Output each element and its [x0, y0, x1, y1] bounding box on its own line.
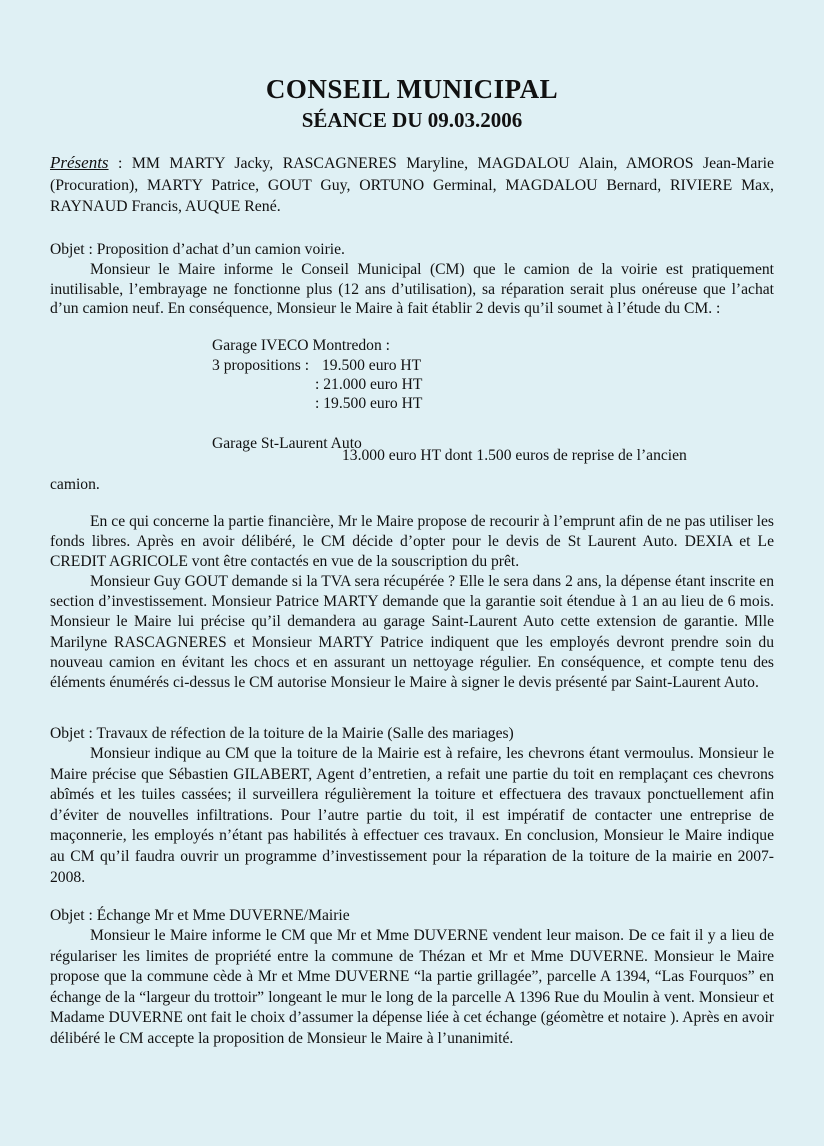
- attendees-separator: :: [108, 155, 132, 172]
- garage-iveco-price: : 21.000 euro HT: [315, 376, 423, 393]
- attendees-paragraph: [50, 152, 774, 218]
- session-date: SÉANCE DU 09.03.2006: [301, 108, 523, 132]
- section-heading-exchange: Objet : Échange Mr et Mme DUVERNE/Mairie: [50, 907, 350, 924]
- garage-iveco-price: 19.500 euro HT: [322, 357, 422, 374]
- roof-text: Monsieur indique au CM que la toiture de la Mairie est à refaire, les chevrons étant vermoulus. Monsieur le Maire précise que Sébastien GILABERT, Agent d’entretien, a refait une partie du toit en remplaçant ces chevrons abîmés et les tuiles cassées; il surveillera régulièrement la toiture et effectuera des travaux ponctuellement afin d’éviter de nouvelles infiltrations. Pour l’autre partie du toit, il est impératif de contacter une entreprise de maçonnerie, les employés n’étant pas habilités à effectuer ces travaux. En conclusion, Monsieur le Maire indique au CM qu’il faudra ouvrir un programme d’investissement pour la réparation de la toiture de la mairie en 2007-2008.: [50, 745, 774, 886]
- attendees-label: Présents: [50, 153, 109, 172]
- section-heading-truck: Objet : Proposition d’achat d’un camion voirie.: [50, 241, 345, 258]
- garage-stlaurent-price: 13.000 euro HT dont 1.500 euros de reprise de l’ancien: [342, 447, 687, 464]
- attendees-list: MM MARTY Jacky, RASCAGNERES Maryline, MAGDALOU Alain, AMOROS Jean-Marie (Procuration), MARTY Patrice, GOUT Guy, ORTUNO Germinal, MAGDALOU Bernard, RIVIERE Max, RAYNAUD Francis, AUQUE René.: [50, 155, 774, 215]
- exchange-text: Monsieur le Maire informe le CM que Mr et Mme DUVERNE vendent leur maison. De ce fait il y a lieu de régulariser les limites de propriété entre la commune de Thézan et Mr et Mme DUVERNE. Monsieur le Maire propose que la commune cède à Mr et Mme DUVERNE “la partie grillagée”, parcelle A 1394, “Las Fourquos” en échange de la “largeur du trottoir” longeant le mur le long de la parcelle A 1396 Rue du Moulin à vent. Monsieur et Madame DUVERNE ont fait le choix d’assumer la dépense liée à cet échange (géomètre et notaire ). Après en avoir délibéré le CM accepte la proposition de Monsieur le Maire à l’unanimité.: [50, 927, 774, 1047]
- truck-finance: En ce qui concerne la partie financière, Mr le Maire propose de recourir à l’emprunt afin de ne pas utiliser les fonds libres. Après en avoir délibéré, le CM décide d’opter pour le devis de St Laurent Auto. DEXIA et Le CREDIT AGRICOLE vont être contactés en vue de la souscription du prêt.: [50, 513, 774, 570]
- document-title: CONSEIL MUNICIPAL: [265, 74, 559, 104]
- truck-intro: Monsieur le Maire informe le Conseil Municipal (CM) que le camion de la voirie est pratiquement inutilisable, l’embrayage ne fonctionne plus (12 ans d’utilisation), sa réparation serait plus onéreuse que l’achat d’un camion neuf. En conséquence, Monsieur le Maire à fait établir 2 devis qu’il soumet à l’étude du CM. :: [50, 261, 774, 317]
- truck-discussion: Monsieur Guy GOUT demande si la TVA sera récupérée ? Elle le sera dans 2 ans, la dépense étant inscrite en section d’investissement. Monsieur Patrice MARTY demande que la garantie soit étendue à 1 an au lieu de 6 mois. Monsieur le Maire lui précise qu’il demandera au garage Saint-Laurent Auto cette extension de garantie. Mlle Marilyne RASCAGNERES et Monsieur MARTY Patrice indiquent que les employés devront prendre soin du nouveau camion en évitant les chocs et en assurant un nettoyage régulier. En conséquence, et compte tenu des éléments énumérés ci-dessus le CM autorise Monsieur le Maire à signer le devis présenté par Saint-Laurent Auto.: [50, 573, 774, 692]
- garage-iveco-price: : 19.500 euro HT: [315, 395, 423, 412]
- garage-iveco-proposals-label: 3 propositions :: [212, 357, 310, 374]
- garage-iveco-name: Garage IVECO Montredon :: [212, 337, 390, 354]
- garage-stlaurent-price-cont: camion.: [50, 476, 100, 493]
- section-heading-roof: Objet : Travaux de réfection de la toiture de la Mairie (Salle des mariages): [50, 725, 514, 742]
- garage-stlaurent-name: Garage St-Laurent Auto: [212, 435, 362, 452]
